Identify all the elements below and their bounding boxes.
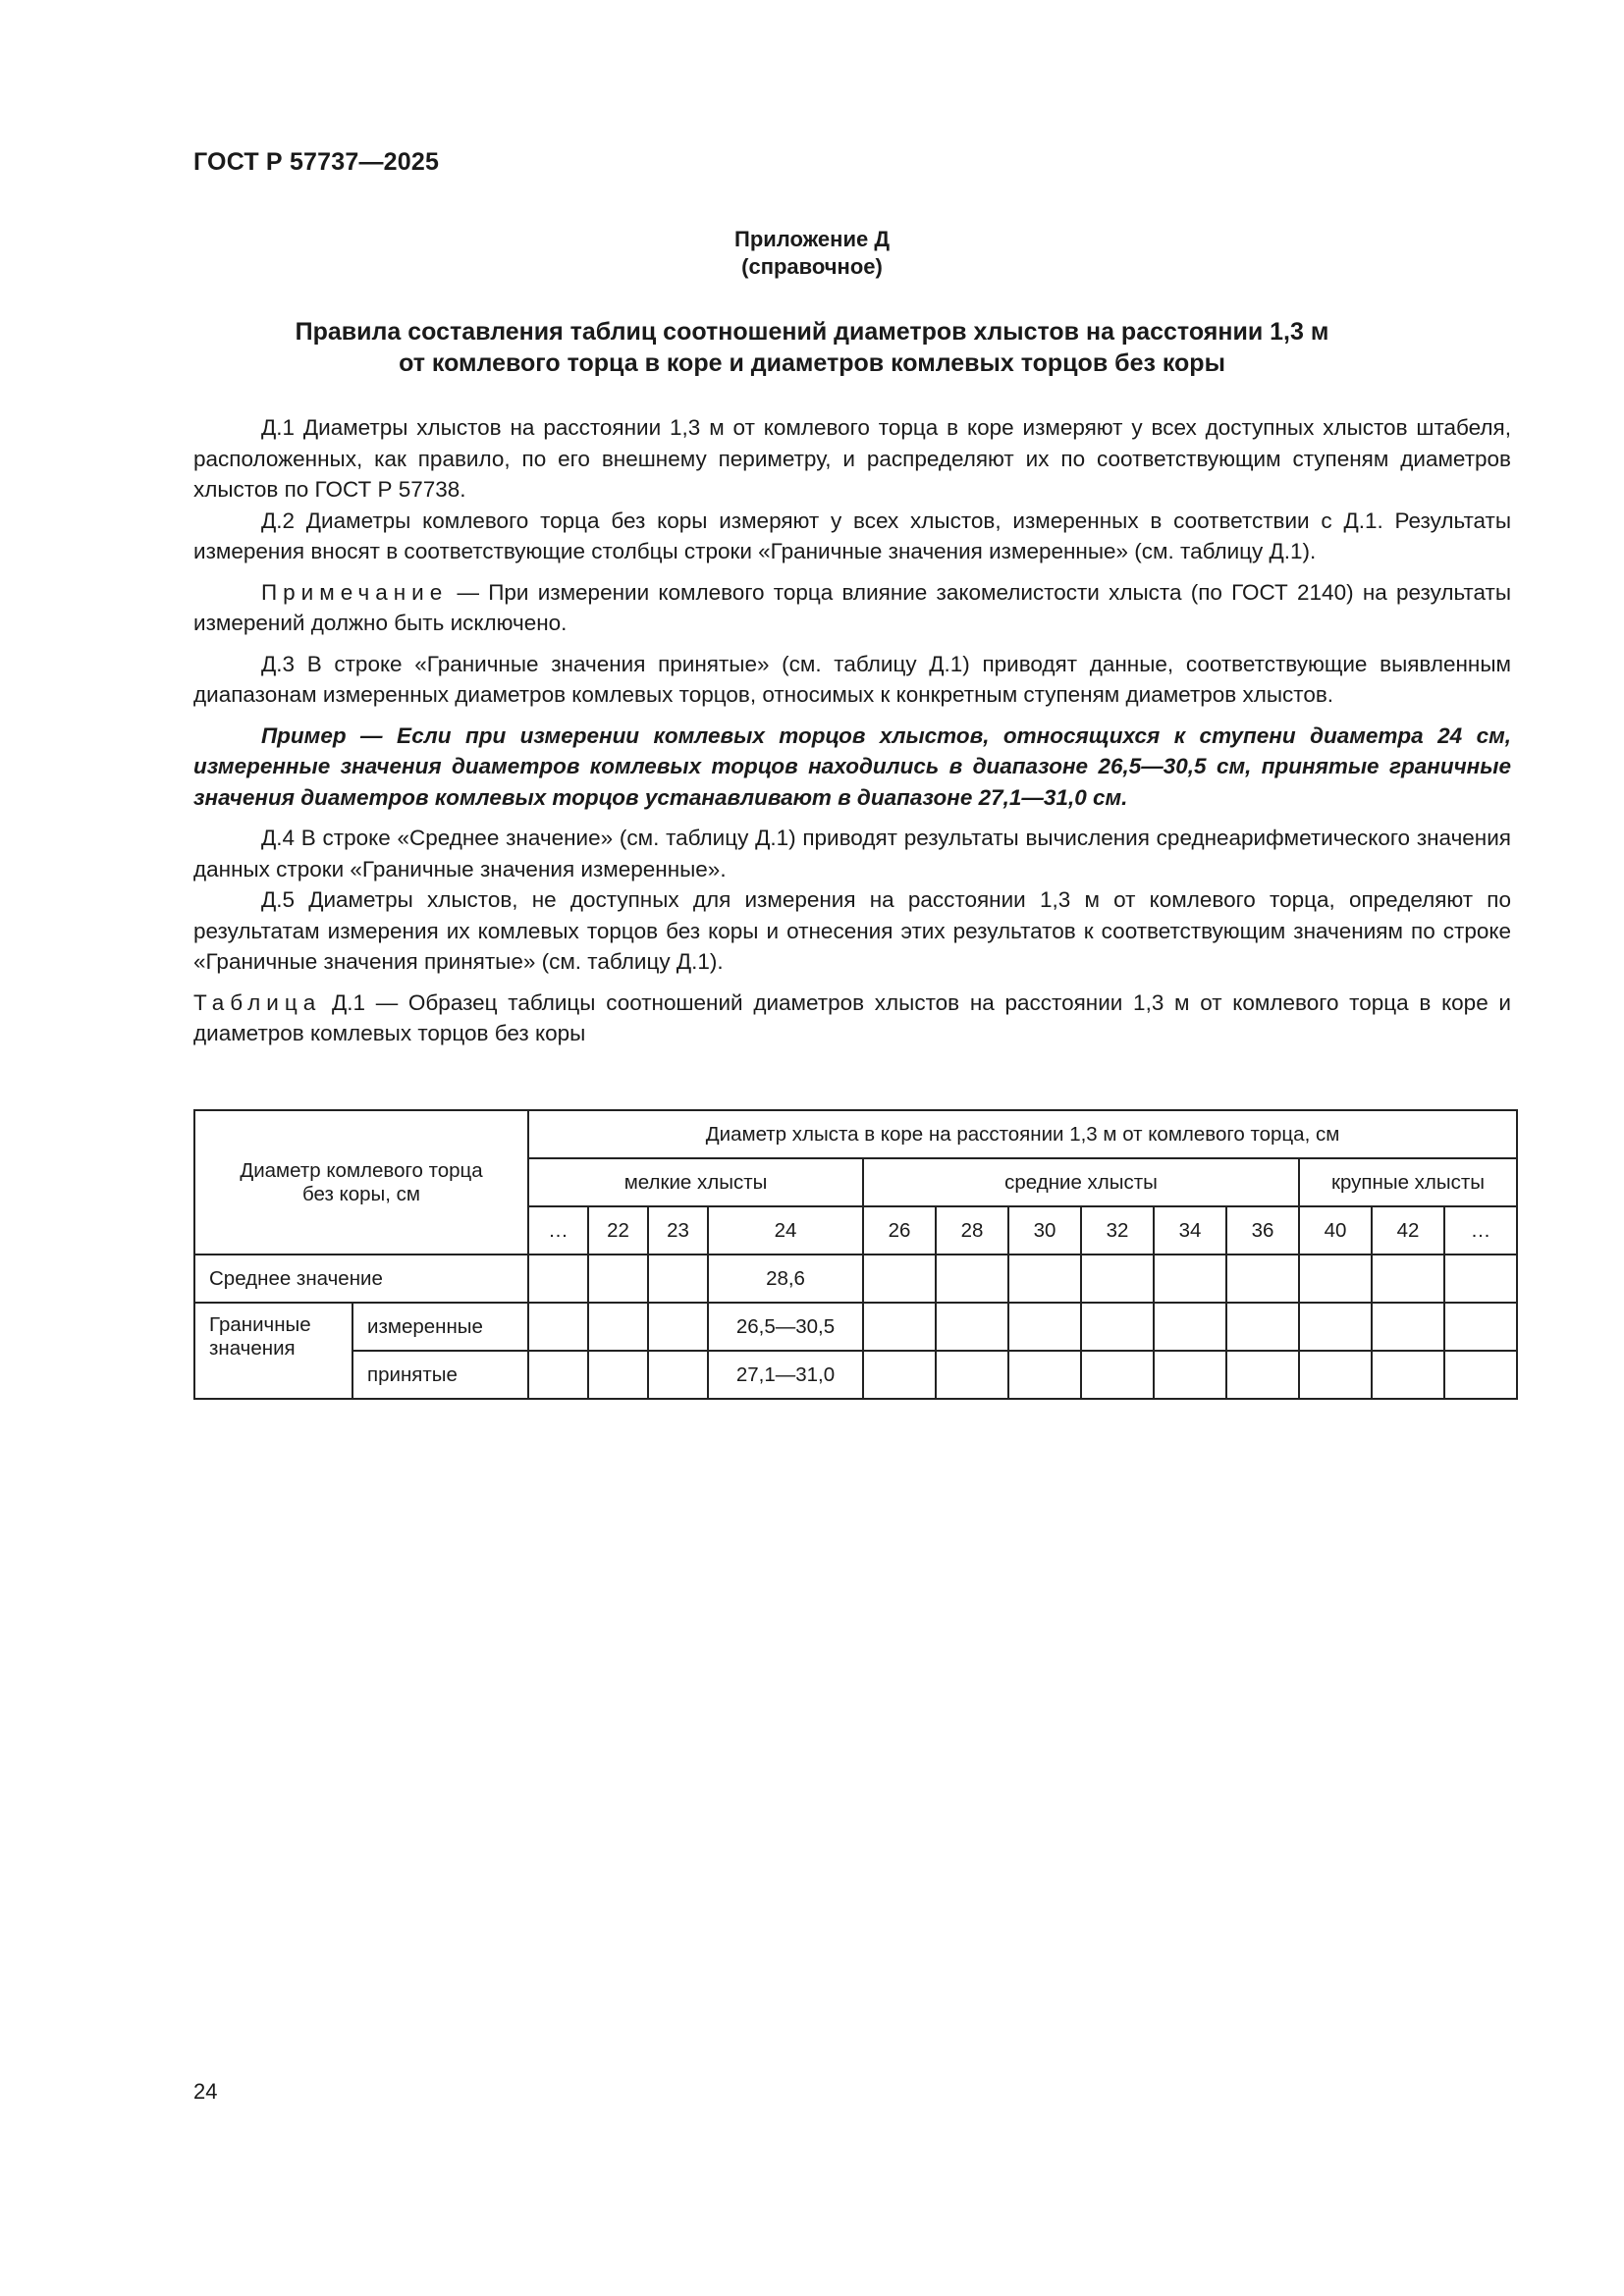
table-cell: 26,5—30,5 (708, 1303, 863, 1351)
table-cell (648, 1351, 708, 1399)
appendix-subtitle: (справочное) (741, 254, 883, 279)
table-caption (193, 988, 1511, 1049)
table-cell (1226, 1303, 1299, 1351)
table-cell (1226, 1255, 1299, 1303)
table-row-mean (194, 1255, 1517, 1303)
row-label-bounds-text: Граничные значения (209, 1313, 311, 1360)
column-header: 26 (863, 1206, 936, 1255)
table-cell (1081, 1303, 1154, 1351)
group-large: крупные хлысты (1299, 1158, 1517, 1206)
table-cell (863, 1303, 936, 1351)
table-row-measured (194, 1303, 1517, 1351)
table-cell (936, 1303, 1008, 1351)
table-cell (936, 1351, 1008, 1399)
table-cell (1299, 1255, 1372, 1303)
group-medium: средние хлысты (863, 1158, 1299, 1206)
table-row-accepted (194, 1351, 1517, 1399)
table-cell (1444, 1351, 1517, 1399)
paragraph-d5: Д.5 Диаметры хлыстов, не доступных для измерения на расстоянии 1,3 м от комлевого торца, определяют по результатам измерения их комлевых торцов без коры и отнесения этих результатов к соответствующим значениям по строке «Граничные значения принятые» (см. таблицу Д.1). (193, 887, 1511, 974)
table-cell: 27,1—31,0 (708, 1351, 863, 1399)
table-cell: 28,6 (708, 1255, 863, 1303)
table-cell (1226, 1351, 1299, 1399)
section-title-line2: от комлевого торца в коре и диаметров комлевых торцов без коры (399, 349, 1225, 377)
table-cell (863, 1351, 936, 1399)
section-title (196, 316, 1428, 379)
table-cell (1008, 1255, 1081, 1303)
table-header-row-1 (194, 1110, 1517, 1158)
appendix-title: Приложение Д (734, 227, 890, 251)
column-header: 32 (1081, 1206, 1154, 1255)
column-header: 36 (1226, 1206, 1299, 1255)
table-cell (1081, 1351, 1154, 1399)
column-header: 42 (1372, 1206, 1444, 1255)
note-paragraph (193, 577, 1511, 639)
table-cell (1372, 1255, 1444, 1303)
appendix-heading (0, 226, 1624, 281)
table-cell (1299, 1303, 1372, 1351)
paragraph-d4: Д.4 В строке «Среднее значение» (см. таблицу Д.1) приводят результаты вычисления среднеарифметического значения данных строки «Граничные значения измеренные». (193, 826, 1511, 881)
table-cell (1154, 1351, 1226, 1399)
table-cell (1154, 1255, 1226, 1303)
table-cell (528, 1303, 588, 1351)
paragraph-d2: Д.2 Диаметры комлевого торца без коры измеряют у всех хлыстов, измеренных в соответствии с Д.1. Результаты измерения вносят в соответствующие столбцы строки «Граничные значения измеренные» (см. таблицу Д.1). (193, 507, 1511, 563)
example-paragraph: Пример — Если при измерении комлевых торцов хлыстов, относящихся к ступени диаметра 24 см, измеренные значения диаметров комлевых торцов находились в диапазоне 26,5—30,5 см, принятые граничные значения диаметров комлевых торцов устанавливают в диапазоне 27,1—31,0 см. (193, 722, 1511, 810)
table-cell (1081, 1255, 1154, 1303)
table-cell (588, 1303, 648, 1351)
page-number: 24 (193, 2079, 218, 2104)
section-title-line1: Правила составления таблиц соотношений диаметров хлыстов на расстоянии 1,3 м (295, 318, 1329, 346)
corner-header (194, 1110, 528, 1255)
column-header: 28 (936, 1206, 1008, 1255)
note-label: Примечание (261, 579, 449, 605)
table-cell (1154, 1303, 1226, 1351)
top-header: Диаметр хлыста в коре на расстоянии 1,3 м от комлевого торца, см (528, 1110, 1517, 1158)
table-cell (648, 1303, 708, 1351)
table-cell (1372, 1303, 1444, 1351)
group-small: мелкие хлысты (528, 1158, 863, 1206)
standard-code: ГОСТ Р 57737—2025 (193, 148, 440, 176)
row-label-bounds (194, 1303, 352, 1399)
table-cell (1008, 1351, 1081, 1399)
table-cell (648, 1255, 708, 1303)
table-cell (588, 1255, 648, 1303)
column-header: 34 (1154, 1206, 1226, 1255)
table-cell (936, 1255, 1008, 1303)
column-header: … (1444, 1206, 1517, 1255)
body-text (193, 412, 1511, 1049)
table-cell (528, 1255, 588, 1303)
table-caption-label: Таблица (193, 989, 322, 1015)
paragraph-d1: Д.1 Диаметры хлыстов на расстоянии 1,3 м от комлевого торца в коре измеряют у всех доступных хлыстов штабеля, расположенных, как правило, по его внешнему периметру, и распределяют их по соответствующим ступеням диаметров хлыстов по ГОСТ Р 57738. (193, 415, 1511, 502)
row-label-mean: Среднее значение (194, 1255, 528, 1303)
column-header: 23 (648, 1206, 708, 1255)
table-cell (1372, 1351, 1444, 1399)
row-label-measured: измеренные (352, 1303, 528, 1351)
table-cell (1299, 1351, 1372, 1399)
column-header: … (528, 1206, 588, 1255)
column-header: 22 (588, 1206, 648, 1255)
table-cell (1008, 1303, 1081, 1351)
table-cell (528, 1351, 588, 1399)
column-header: 24 (708, 1206, 863, 1255)
table-cell (1444, 1303, 1517, 1351)
table-cell (588, 1351, 648, 1399)
column-header: 30 (1008, 1206, 1081, 1255)
table-cell (1444, 1255, 1517, 1303)
row-label-accepted: принятые (352, 1351, 528, 1399)
table-cell (863, 1255, 936, 1303)
corner-header-text: Диаметр комлевого торца без коры, см (240, 1158, 483, 1205)
note-text: — При измерении комлевого торца влияние закомелистости хлыста (по ГОСТ 2140) на результаты измерений должно быть исключено. (193, 579, 1511, 635)
column-header: 40 (1299, 1206, 1372, 1255)
diameter-table (193, 1109, 1518, 1400)
paragraph-d3: Д.3 В строке «Граничные значения принятые» (см. таблицу Д.1) приводят данные, соответствующие выявленным диапазонам измеренных диаметров комлевых торцов, относимых к конкретным ступеням диаметров хлыстов. (193, 651, 1511, 707)
table-caption-text: Д.1 — Образец таблицы соотношений диаметров хлыстов на расстоянии 1,3 м от комлевого торца в коре и диаметров комлевых торцов без коры (193, 989, 1511, 1045)
